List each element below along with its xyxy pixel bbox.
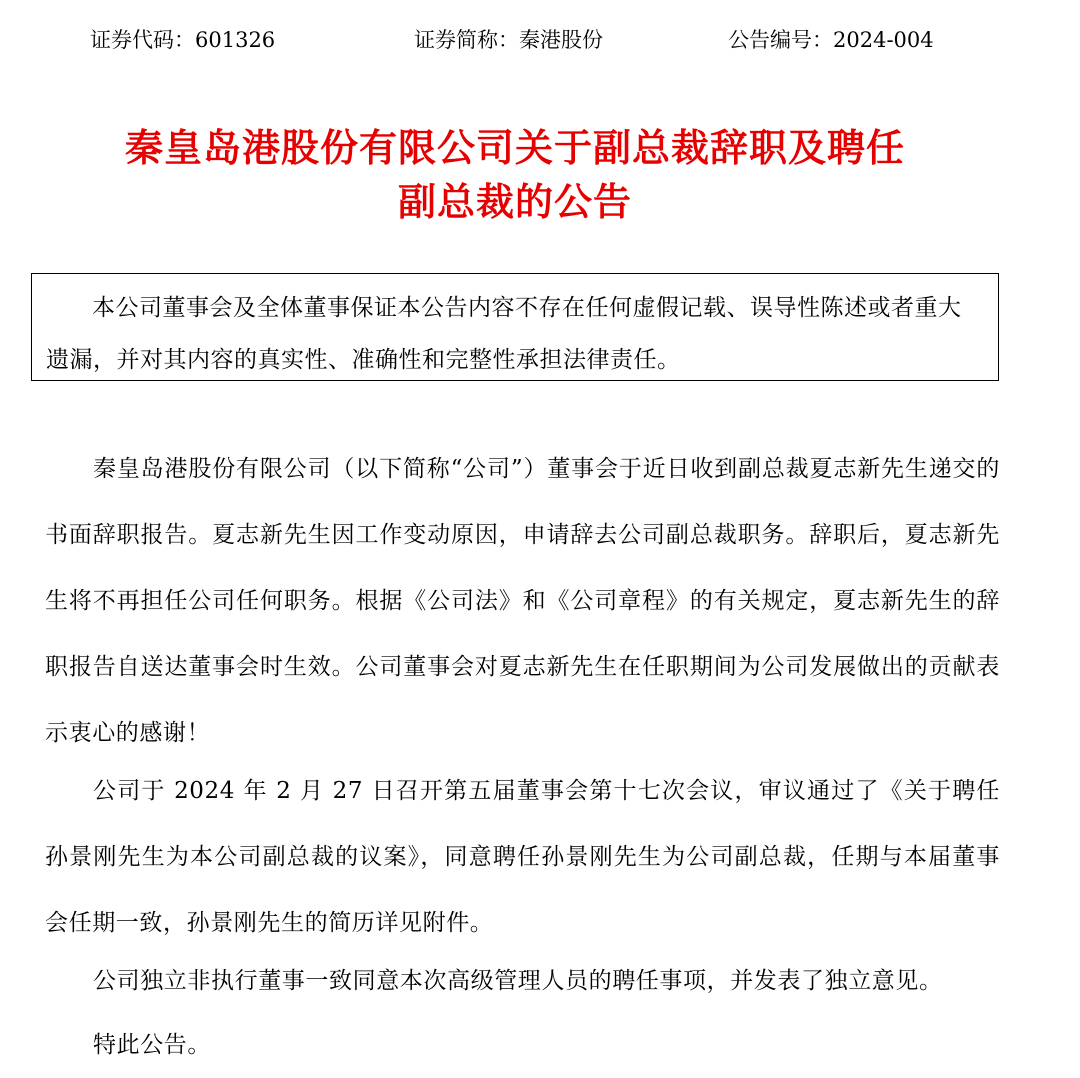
body-paragraph-2: 公司于 2024 年 2 月 27 日召开第五届董事会第十七次会议，审议通过了《关于聘任孙景刚先生为本公司副总裁的议案》，同意聘任孙景刚先生为公司副总裁，任期与本届董事会任期一致，孙景刚先生的简历详见附件。: [45, 778, 1000, 936]
announcement-number: 公告编号：2024-004: [728, 28, 934, 52]
body-paragraph-1: 秦皇岛港股份有限公司（以下简称“公司”）董事会于近日收到副总裁夏志新先生递交的书面辞职报告。夏志新先生因工作变动原因，申请辞去公司副总裁职务。辞职后，夏志新先生将不再担任公司任何职务。根据《公司法》和《公司章程》的有关规定，夏志新先生的辞职报告自送达董事会时生效。公司董事会对夏志新先生在任职期间为公司发展做出的贡献表示衷心的感谢！: [45, 456, 1000, 746]
body-paragraph-3: 公司独立非执行董事一致同意本次高级管理人员的聘任事项，并发表了独立意见。: [93, 968, 943, 994]
body-paragraph-2-block: [45, 758, 1000, 956]
body-paragraph-1-block: [45, 436, 1000, 766]
document-title-line-1: 秦皇岛港股份有限公司关于副总裁辞职及聘任: [124, 126, 905, 170]
body-paragraph-3-block: [45, 948, 1000, 1014]
document-header: [0, 22, 1080, 58]
closing-statement: 特此公告。: [93, 1032, 211, 1058]
body-paragraph-4-block: [45, 1012, 1000, 1078]
security-name: 证券简称：秦港股份: [414, 28, 603, 52]
disclaimer-box: [31, 273, 999, 381]
security-code: 证券代码：601326: [90, 28, 276, 52]
document-title-line-2: 副总裁的公告: [397, 180, 632, 224]
disclaimer-text: 本公司董事会及全体董事保证本公告内容不存在任何虚假记载、误导性陈述或者重大遗漏，并对其内容的真实性、准确性和完整性承担法律责任。: [46, 295, 962, 373]
